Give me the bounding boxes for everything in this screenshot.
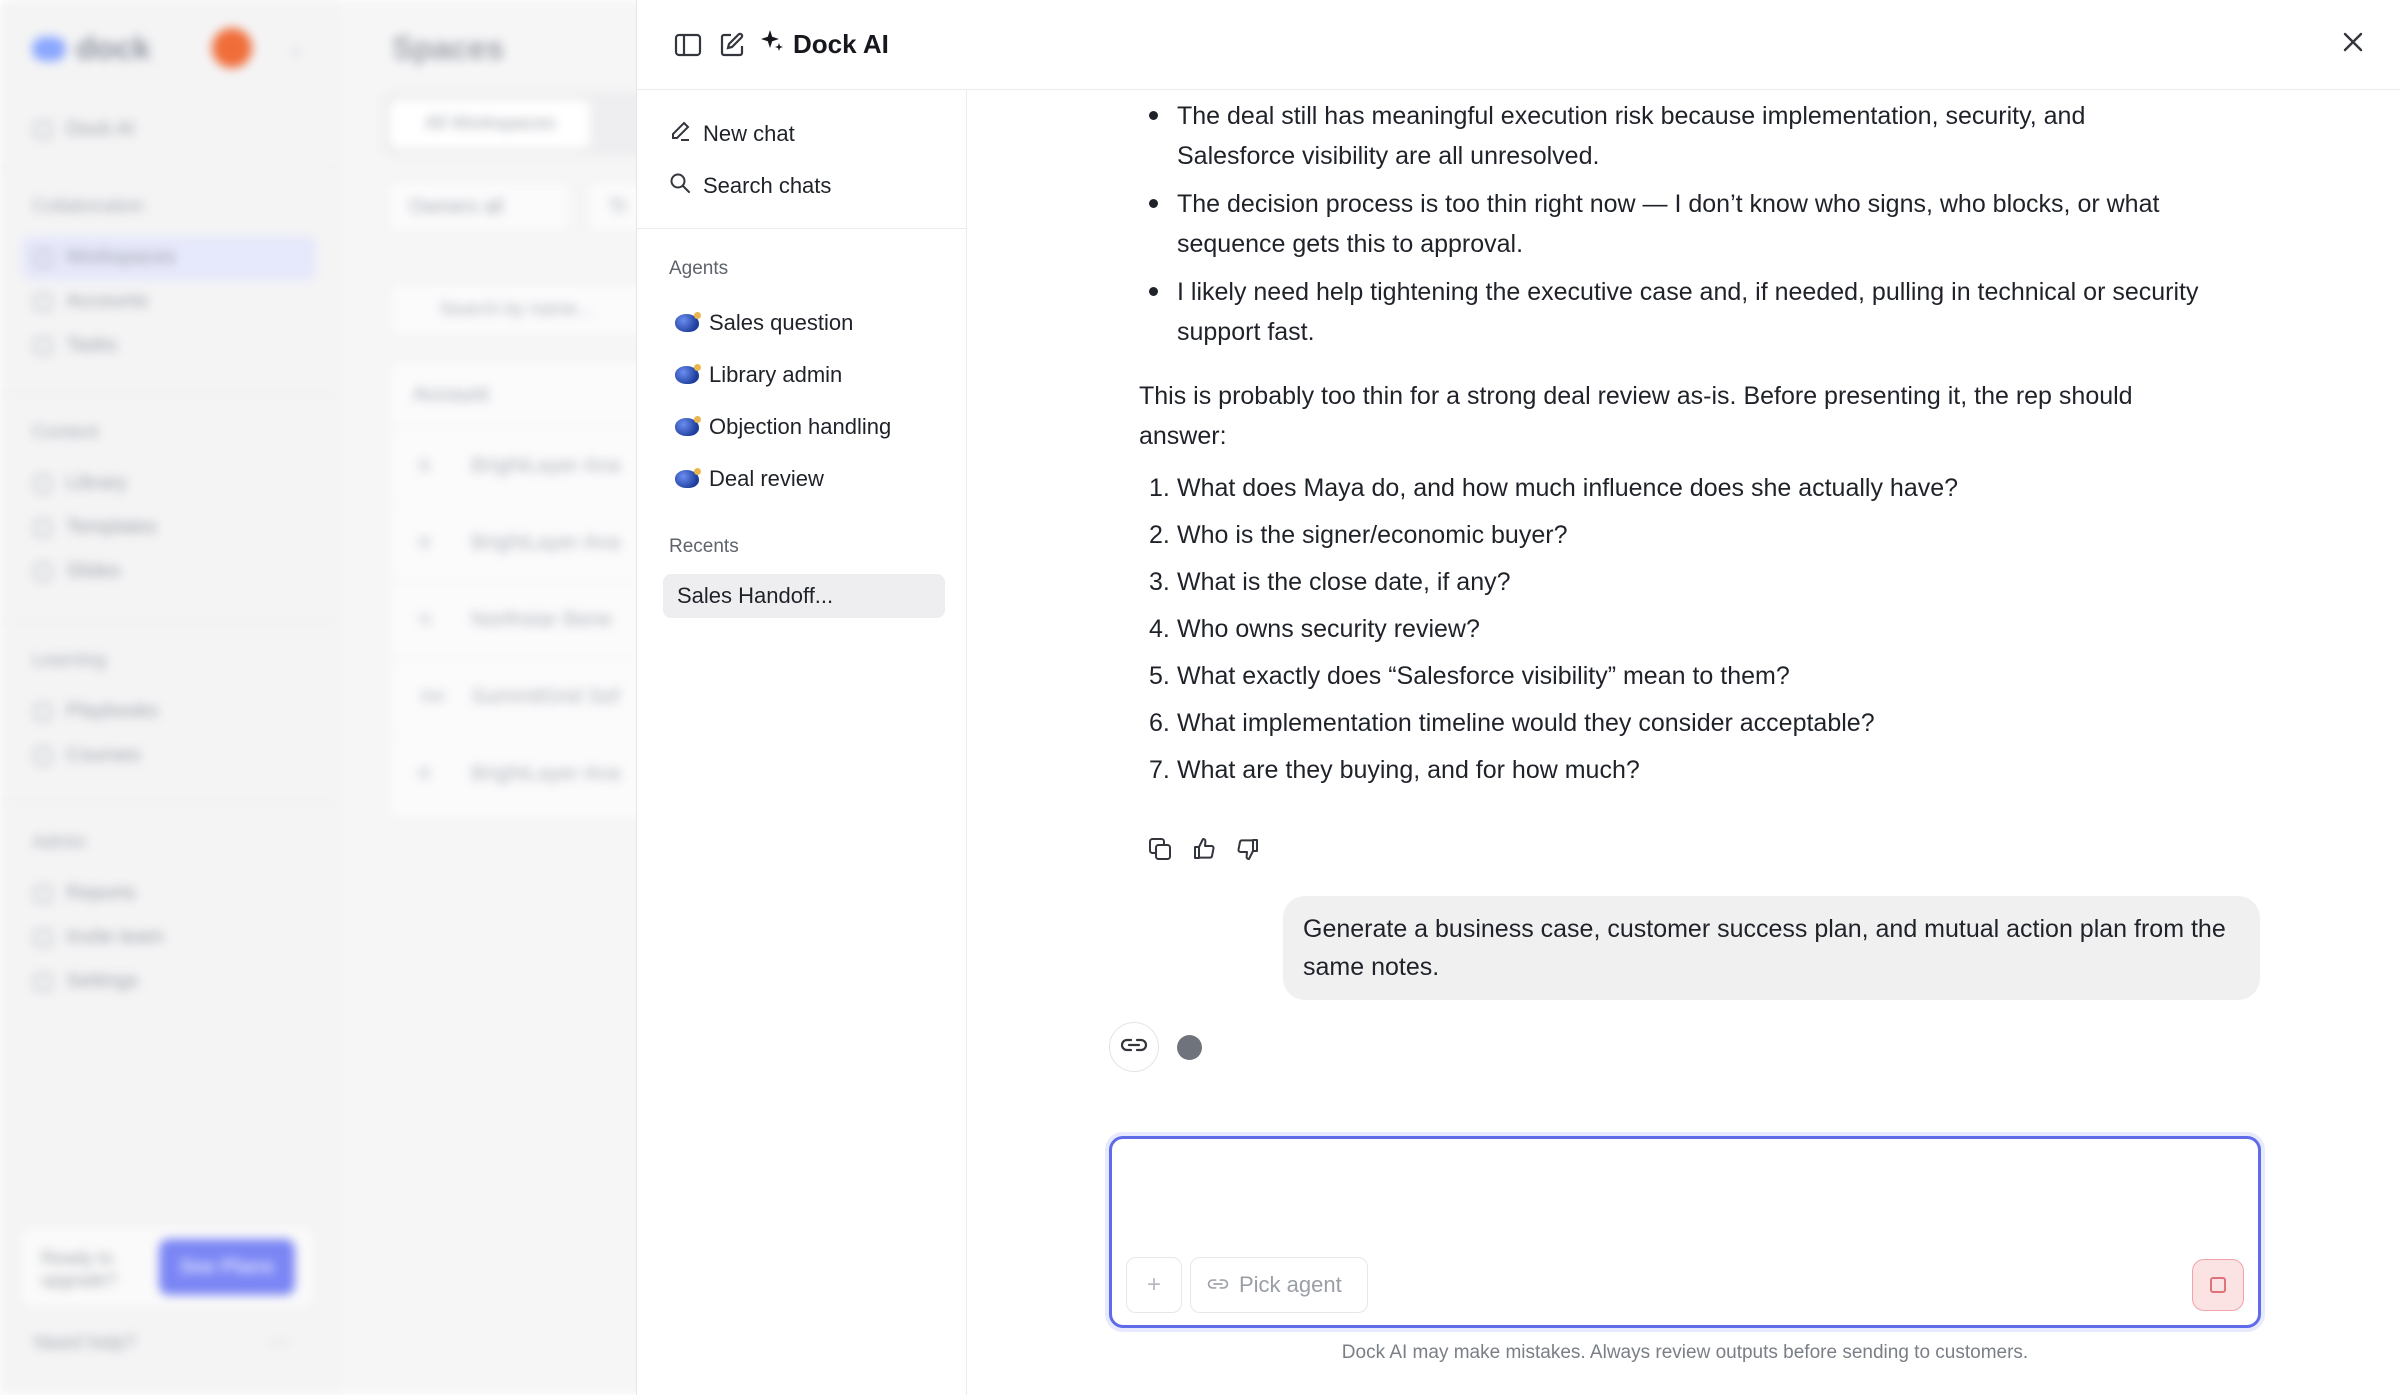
new-chat-label: New chat — [703, 121, 795, 146]
tab-all-workspaces[interactable]: All Workspaces — [390, 100, 590, 148]
add-attachment-button[interactable]: + — [1126, 1257, 1182, 1313]
assistant-question-list — [1139, 468, 2209, 797]
need-help-link[interactable]: Need help? — [34, 1332, 137, 1354]
recents-label: Recents — [669, 536, 739, 557]
list-item: 1. What does Maya do, and how much influence does she actually have? — [1149, 474, 1959, 502]
chevron-down-icon[interactable]: ⌄ — [288, 38, 304, 58]
new-chat-button[interactable] — [669, 120, 795, 148]
copy-icon[interactable] — [1147, 836, 1173, 862]
list-item: 5. What exactly does “Salesforce visibility” mean to them? — [1149, 662, 1790, 690]
section-label: Content — [32, 422, 99, 443]
agent-icon — [675, 366, 699, 384]
stop-button[interactable] — [2192, 1259, 2244, 1311]
agent-objection-handling[interactable]: Objection handling — [675, 414, 891, 440]
app-sidebar — [0, 0, 336, 1395]
thumbs-up-icon[interactable] — [1191, 836, 1217, 862]
agent-sales-question[interactable]: Sales question — [675, 310, 853, 336]
sidebar-item-invite-team[interactable]: Invite team — [34, 926, 164, 949]
sidebar-item-dock-ai[interactable]: Dock AI — [34, 118, 135, 141]
agent-library-admin[interactable]: Library admin — [675, 362, 842, 388]
list-item: 6. What implementation timeline would they consider acceptable? — [1149, 709, 1875, 737]
sidebar-item-slides[interactable]: Slides — [34, 560, 120, 583]
sidebar-item-library[interactable]: Library — [34, 472, 127, 495]
dock-ai-panel — [636, 0, 2400, 1395]
assistant-bullet-list — [1139, 96, 2209, 360]
see-plans-button[interactable]: See Plans — [159, 1239, 295, 1295]
upgrade-card — [18, 1224, 316, 1310]
close-button[interactable] — [2335, 26, 2371, 62]
sidebar-item-settings[interactable]: Settings — [34, 970, 138, 993]
agent-deal-review[interactable]: Deal review — [675, 466, 824, 492]
panel-title — [759, 28, 889, 61]
other-filter[interactable]: Tr — [586, 180, 746, 234]
owners-filter[interactable]: Owners all — [386, 180, 572, 234]
more-icon[interactable]: ··· — [268, 1328, 290, 1353]
section-label: Admin — [32, 832, 86, 853]
page-title: Spaces — [392, 30, 505, 66]
message-composer — [1109, 1136, 2261, 1328]
thumbs-down-icon[interactable] — [1235, 836, 1261, 862]
table-header: Account — [413, 383, 489, 406]
section-label: Learning — [32, 650, 106, 671]
search-input[interactable]: Search by name... — [388, 282, 668, 338]
recent-chat-item[interactable]: Sales Handoff... — [663, 574, 945, 618]
pick-agent-button[interactable] — [1190, 1257, 1368, 1313]
list-item: 2. Who is the signer/economic buyer? — [1149, 521, 1568, 549]
chat-input[interactable] — [1132, 1157, 2232, 1247]
user-message: Generate a business case, customer success plan, and mutual action plan from the same notes. — [1283, 896, 2260, 1000]
sidebar-toggle-icon[interactable] — [673, 30, 703, 60]
table-row[interactable]: B BrightLayer Ana — [389, 427, 1787, 504]
list-item: The deal still has meaningful execution risk because implementation, security, and Salesforce visibility are all unresolved. — [1139, 96, 2209, 176]
sidebar-item-accounts[interactable]: Accounts — [34, 290, 148, 313]
sidebar-item-templates[interactable]: Templates — [34, 516, 157, 539]
table-row[interactable]: B BrightLayer Ana — [389, 735, 1787, 812]
stop-icon — [2210, 1277, 2226, 1293]
list-item: 7. What are they buying, and for how much? — [1149, 756, 1640, 784]
section-label: Collaboration — [32, 196, 144, 217]
list-item: I likely need help tightening the executive case and, if needed, pulling in technical or security support fast. — [1139, 272, 2209, 352]
list-item: 3. What is the close date, if any? — [1149, 568, 1511, 596]
pick-agent-label: Pick agent — [1239, 1272, 1342, 1297]
agent-icon — [675, 470, 699, 488]
new-chat-icon[interactable] — [717, 30, 747, 60]
panel-header — [637, 0, 2400, 90]
sparkle-icon — [759, 28, 785, 61]
avatar[interactable] — [212, 28, 252, 68]
agent-link-icon — [1207, 1272, 1229, 1298]
list-item: 4. Who owns security review? — [1149, 615, 1480, 643]
sidebar-item-workspaces[interactable]: Workspaces — [34, 246, 176, 269]
sidebar-item-tasks[interactable]: Tasks — [34, 334, 117, 357]
search-icon — [669, 172, 691, 200]
typing-indicator — [1177, 1035, 1202, 1060]
agents-label: Agents — [669, 258, 729, 279]
sidebar-item-playbooks[interactable]: Playbooks — [34, 700, 158, 723]
agent-icon — [675, 314, 699, 332]
assistant-paragraph: This is probably too thin for a strong deal review as-is. Before presenting it, the rep should answer: — [1139, 382, 2133, 450]
agent-link-icon — [1120, 1035, 1148, 1060]
upgrade-text: Ready to upgrade? — [41, 1248, 118, 1290]
message-actions — [1147, 836, 1261, 862]
dock-logo: dock — [32, 30, 151, 67]
close-icon — [2342, 31, 2364, 58]
agent-icon — [675, 418, 699, 436]
sidebar-item-reports[interactable]: Reports — [34, 882, 136, 905]
panel-title-text: Dock AI — [793, 29, 889, 59]
list-item: The decision process is too thin right now — I don’t know who signs, who blocks, or what sequence gets this to approval. — [1139, 184, 2209, 264]
disclaimer: Dock AI may make mistakes. Always review outputs before sending to customers. — [1341, 1342, 2029, 1363]
search-chats-button[interactable] — [669, 172, 831, 200]
sidebar-item-courses[interactable]: Courses — [34, 744, 140, 767]
table-row[interactable]: B BrightLayer Ana — [389, 504, 1787, 581]
table-row[interactable]: SM SummitGrid Sof — [389, 658, 1787, 735]
table-row[interactable]: N Northstar Bene — [389, 581, 1787, 658]
pencil-icon — [669, 120, 691, 148]
agent-avatar — [1109, 1022, 1159, 1072]
conversation — [967, 90, 2400, 1395]
chat-sidebar — [637, 90, 967, 1395]
search-chats-label: Search chats — [703, 173, 832, 198]
